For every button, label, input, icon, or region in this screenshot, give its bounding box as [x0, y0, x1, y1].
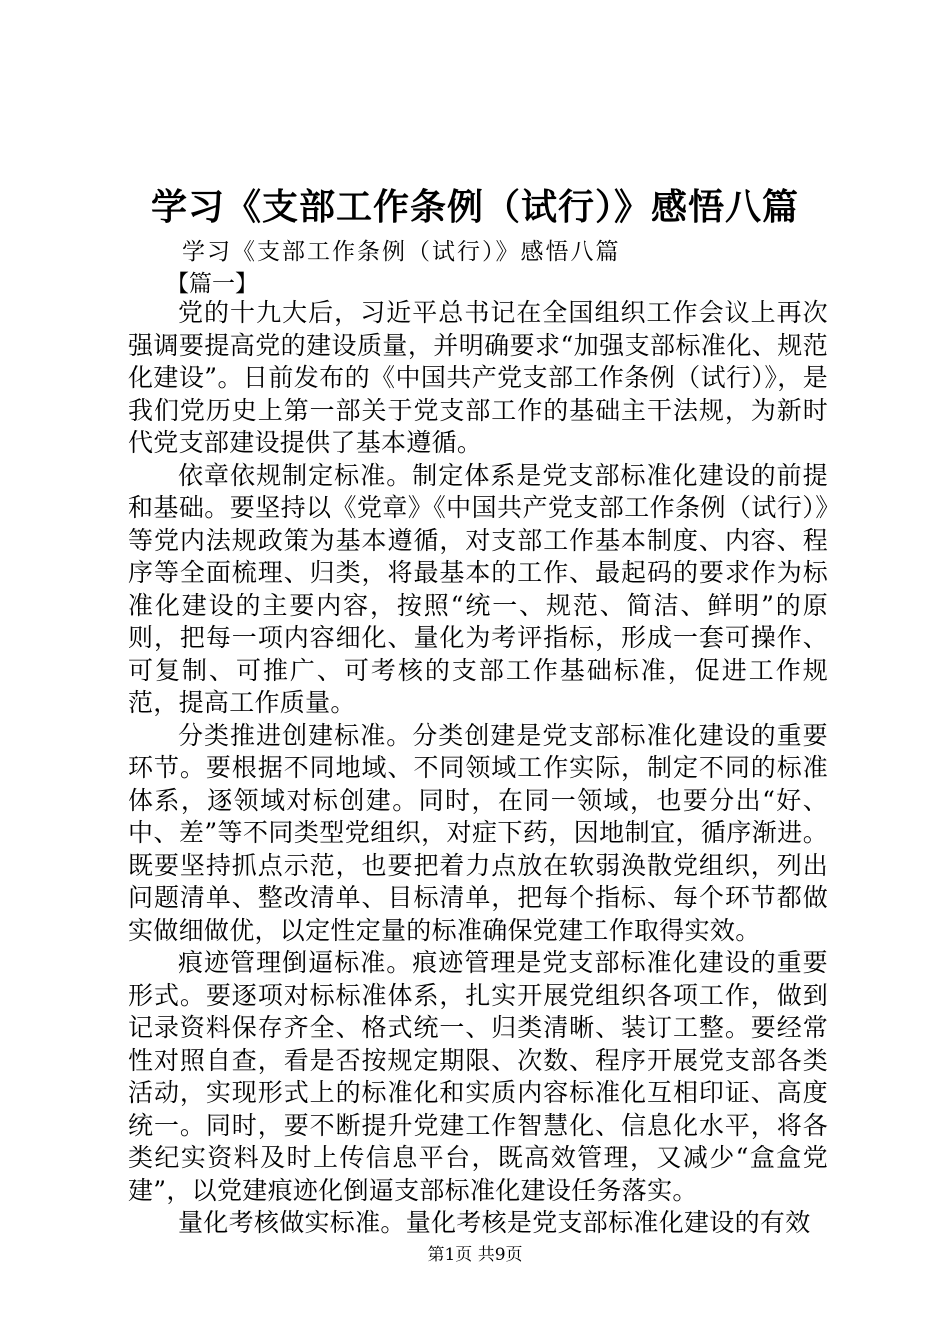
- section-label: 【篇一】: [166, 271, 258, 297]
- document-subtitle: 学习《支部工作条例（试行）》感悟八篇: [182, 239, 621, 265]
- paragraph: 依章依规制定标准。制定体系是党支部标准化建设的前提和基础。要坚持以《党章》《中国共产党支部工作条例（试行）》等党内法规政策为基本遵循，对支部工作基本制度、内容、程序等全面梳理、归类，将最基本的工作、最起码的要求作为标准化建设的主要内容，按照“统一、规范、简洁、鲜明”的原则，把每一项内容细化、量化为考评指标，形成一套可操作、可复制、可推广、可考核的支部工作基础标准，促进工作规范，提高工作质量。: [128, 460, 828, 717]
- paragraph: 分类推进创建标准。分类创建是党支部标准化建设的重要环节。要根据不同地域、不同领域工作实际，制定不同的标准体系，逐领域对标创建。同时，在同一领域，也要分出“好、中、差”等不同类型党组织，对症下药，因地制宜，循序渐进。既要坚持抓点示范，也要把着力点放在软弱涣散党组织，列出问题清单、整改清单、目标清单，把每个指标、每个环节都做实做细做优，以定性定量的标准确保党建工作取得实效。: [128, 720, 828, 945]
- document-body: [128, 297, 828, 1240]
- paragraph: 痕迹管理倒逼标准。痕迹管理是党支部标准化建设的重要形式。要逐项对标标准体系，扎实开展党组织各项工作，做到记录资料保存齐全、格式统一、归类清晰、装订工整。要经常性对照自查，看是否按规定期限、次数、程序开展党支部各类活动，实现形式上的标准化和实质内容标准化互相印证、高度统一。同时，要不断提升党建工作智慧化、信息化水平，将各类纪实资料及时上传信息平台，既高效管理，又减少“盒盒党建”，以党建痕迹化倒逼支部标准化建设任务落实。: [128, 948, 828, 1205]
- document-title: 学习《支部工作条例（试行）》感悟八篇: [150, 187, 799, 228]
- page-footer: 第1页 共9页: [427, 1245, 523, 1265]
- paragraph: 党的十九大后，习近平总书记在全国组织工作会议上再次强调要提高党的建设质量，并明确要求“加强支部标准化、规范化建设”。日前发布的《中国共产党支部工作条例（试行）》，是我们党历史上第一部关于党支部工作的基础主干法规，为新时代党支部建设提供了基本遵循。: [128, 298, 828, 457]
- paragraph: 量化考核做实标准。量化考核是党支部标准化建设的有效: [178, 1208, 811, 1237]
